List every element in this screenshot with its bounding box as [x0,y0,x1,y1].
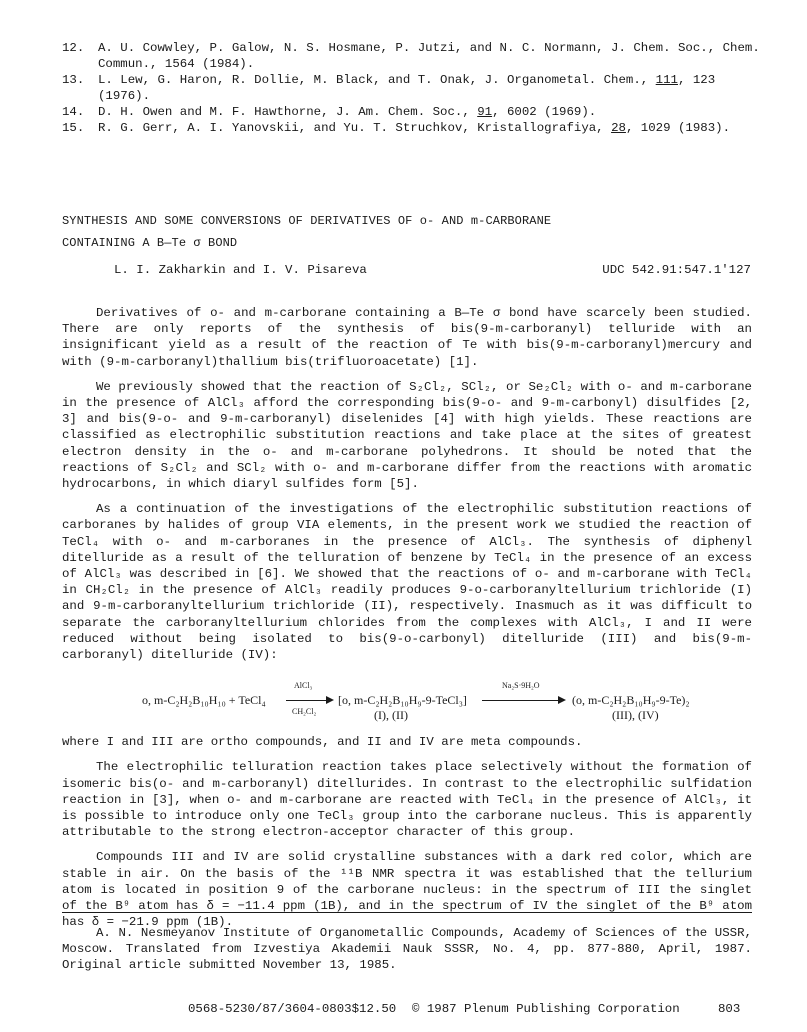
arrow1-solvent: CH₂Cl₂ [292,707,317,717]
reference-list [62,40,762,136]
reaction-arrow-2 [482,700,560,701]
reference-citation: A. U. Cowwley, P. Galow, N. S. Hosmane, P. Jutzi, and N. C. Normann, J. Chem. Soc., Chem. Commun., 1564 (1984). [98,41,760,71]
paragraph: Compounds III and IV are solid crystalline substances with a dark red color, which are stable in air. On the basis of the ¹¹B NMR spectra it was established that the tellurium atom is located in position 9 of the carborane nucleus: in the spectrum of III the singlet of the B⁹ atom has δ = −11.4 ppm (1B), and in the spectrum of IV the singlet of the B⁹ atom has δ = −21.9 ppm (1B). [62,850,752,930]
reference-number: 14. [62,105,85,119]
reaction-equation [62,672,752,730]
reference-number: 12. [62,41,85,55]
reference-volume: 111 [655,73,678,87]
article-body [62,305,752,940]
reference-pages: , 1029 (1983). [625,121,731,135]
equation-reactants: o, m-C₂H₂B₁₀H₁₀ + TeCl₄ [142,693,266,708]
reference-item [62,104,762,120]
page-number: 803 [718,1002,741,1016]
affiliation-text: A. N. Nesmeyanov Institute of Organometallic Compounds, Academy of Sciences of the USSR, Moscow. Translated from Izvestiya Akademii Nauk SSSR, No. 4, pp. 877-880, April, 1987. Original article submitted November 13, 1985. [62,926,752,972]
reference-volume: 28 [611,121,626,135]
arrow-head-icon [326,696,334,704]
equation-intermediate: [o, m-C₂H₂B₁₀H₉-9-TeCl₃] [338,693,467,708]
reference-text [98,72,762,104]
article-authors: L. I. Zakharkin and I. V. Pisareva [114,263,367,277]
reference-text [98,120,762,136]
intermediate-labels: (I), (II) [374,708,408,723]
footer-copyright: © 1987 Plenum Publishing Corporation [412,1002,680,1016]
reaction-arrow-1 [286,700,328,701]
equation-product: (o, m-C₂H₂B₁₀H₉-9-Te)₂ [572,693,690,708]
product-labels: (III), (IV) [612,708,659,723]
reference-pages: , 6002 (1969). [492,105,597,119]
reference-number: 15. [62,121,85,135]
arrow-head-icon [558,696,566,704]
article-title [62,210,551,254]
title-line-1: SYNTHESIS AND SOME CONVERSIONS OF DERIVATIVES OF o- AND m-CARBORANE [62,214,552,228]
footer-code: 0568-5230/87/3604-0803$12.50 [188,1002,397,1016]
udc-code: UDC 542.91:547.1'127 [602,263,751,277]
reference-pages: , 123 (1976). [98,73,716,103]
arrow1-reagent: AlCl₃ [294,681,313,691]
paragraph: The electrophilic telluration reaction takes place selectively without the formation of isomeric bis(o- and m-carboranyl) ditellurides. In contrast to the electrophilic sulfidation reaction in [3], when o- and m-carborane are reacted with TeCl₄ in the presence of AlCl₃, it is possible to introduce only one TeCl₃ group into the carborane nucleus. This is apparently attributable to the strong electron-acceptor character of this group. [62,760,752,840]
affiliation-footnote [62,925,752,973]
reference-text [98,104,762,120]
paragraph: where I and III are ortho compounds, and II and IV are meta compounds. [62,735,583,750]
reference-item [62,120,762,136]
title-line-2: CONTAINING A B—Te σ BOND [62,236,238,250]
reference-volume: 91 [477,105,493,119]
footnote-divider [62,912,752,913]
reference-item [62,40,762,72]
paragraph: As a continuation of the investigations of the electrophilic substitution reactions of carboranes by halides of group VIA elements, in the present work we studied the reaction of TeCl₄ with o- and m-carboranes in the presence of AlCl₃. The synthesis of diphenyl ditelluride as a result of the telluration of benzene by TeCl₄ in the presence of an excess of AlCl₃ was described in [6]. We showed that the reactions of o- and m-carborane with TeCl₄ in CH₂Cl₂ in the presence of AlCl₃ readily produces 9-o-carboranyltellurium trichloride (I) and 9-m-carboranyltellurium trichloride (II), respectively. Inasmuch as it was difficult to separate the carboranyltellurium chlorides from the complexes with AlCl₃, I and II were reduced without being isolated to bis(9-o-carbonyl) ditelluride (III) and bis(9-m-carboranyl) ditelluride (IV): [62,502,752,663]
reference-citation: L. Lew, G. Haron, R. Dollie, M. Black, and T. Onak, J. Organometal. Chem., [98,73,656,87]
reference-number: 13. [62,73,85,87]
reference-text [98,40,762,72]
reference-citation: D. H. Owen and M. F. Hawthorne, J. Am. Chem. Soc., [98,105,478,119]
paragraph: Derivatives of o- and m-carborane containing a B—Te σ bond have scarcely been studied. There are only reports of the synthesis of bis(9-m-carboranyl) telluride with an insignificant yield as a result of the reaction of Te with bis(9-m-carboranyl)mercury and with (9-m-carboranyl)thallium bis(trifluoroacetate) [1]. [62,306,752,369]
arrow2-reagent: Na₂S·9H₂O [502,681,540,691]
reference-item [62,72,762,104]
paragraph: We previously showed that the reaction of S₂Cl₂, SCl₂, or Se₂Cl₂ with o- and m-carborane in the presence of AlCl₃ afford the corresponding bis(9-o- and 9-m-carbonyl) disulfides [2, 3] and bis(9-o- and 9-m-carboranyl) diselenides [4] with high yields. These reactions are classified as electrophilic substitution reactions and take place at the sites of greatest electron density in the o- and m-carborane polyhedrons. It should be noted that the reactions of S₂Cl₂ and SCl₂ with o- and m-carborane differ from the reactions with aromatic hydrocarbons, in which diaryl sulfides form [5]. [62,379,752,492]
reference-citation: R. G. Gerr, A. I. Yanovskii, and Yu. T. Struchkov, Kristallografiya, [98,121,612,135]
